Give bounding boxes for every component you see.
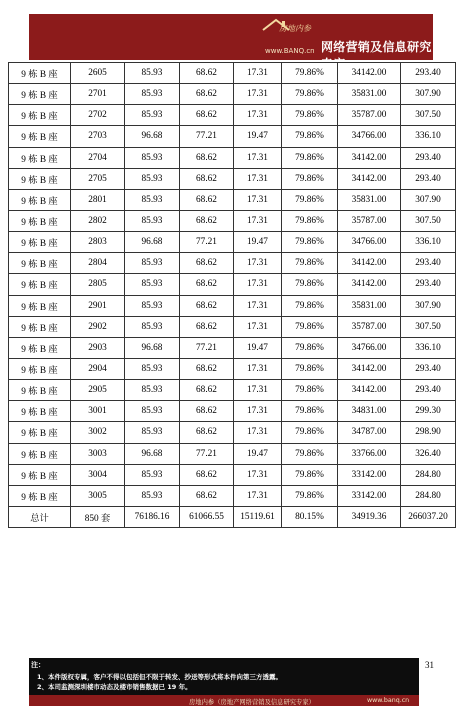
cell-inner-area: 68.62 [180, 168, 234, 189]
cell-total-price: 293.40 [401, 274, 456, 295]
cell-unit: 3004 [71, 464, 125, 485]
cell-total-price: 307.50 [401, 316, 456, 337]
cell-unit: 2705 [71, 168, 125, 189]
table-row [9, 464, 456, 485]
cell-total-price: 336.10 [401, 337, 456, 358]
total-unit: 850 套 [71, 506, 125, 527]
cell-total-price: 307.50 [401, 210, 456, 231]
note-title: 注： [31, 661, 45, 669]
cell-inner-area: 68.62 [180, 316, 234, 337]
cell-ratio: 79.86% [282, 84, 338, 105]
table-row [9, 485, 456, 506]
cell-unit: 2803 [71, 232, 125, 253]
cell-unit-price: 34766.00 [338, 232, 401, 253]
cell-inner-area: 68.62 [180, 401, 234, 422]
table-body [9, 63, 456, 528]
note-line-1: 1、本件版权专属，客户不得以包括但不限于转发、抄送等形式将本件向第三方透露。 [37, 673, 283, 681]
cell-ratio: 79.86% [282, 422, 338, 443]
cell-inner-area: 68.62 [180, 84, 234, 105]
cell-building: 9 栋 B 座 [9, 84, 71, 105]
cell-shared-area: 17.31 [234, 189, 282, 210]
cell-ratio: 79.86% [282, 210, 338, 231]
cell-building: 9 栋 B 座 [9, 147, 71, 168]
cell-unit-price: 34766.00 [338, 337, 401, 358]
brand-title: 网络营销及信息研究专家 [321, 40, 432, 71]
cell-unit: 2703 [71, 126, 125, 147]
cell-building: 9 栋 B 座 [9, 464, 71, 485]
cell-building: 9 栋 B 座 [9, 105, 71, 126]
cell-total-price: 293.40 [401, 358, 456, 379]
table-row [9, 401, 456, 422]
cell-unit: 2905 [71, 380, 125, 401]
cell-shared-area: 17.31 [234, 63, 282, 84]
cell-building: 9 栋 B 座 [9, 189, 71, 210]
cell-unit-price: 35787.00 [338, 210, 401, 231]
total-unit-price: 34919.36 [338, 506, 401, 527]
header-banner [29, 14, 433, 71]
cell-shared-area: 19.47 [234, 126, 282, 147]
cell-inner-area: 68.62 [180, 189, 234, 210]
cell-ratio: 79.86% [282, 337, 338, 358]
cell-total-price: 293.40 [401, 380, 456, 401]
cell-inner-area: 68.62 [180, 380, 234, 401]
cell-ratio: 79.86% [282, 63, 338, 84]
table-row [9, 380, 456, 401]
cell-inner-area: 68.62 [180, 485, 234, 506]
cell-unit-price: 35831.00 [338, 295, 401, 316]
cell-ratio: 79.86% [282, 274, 338, 295]
cell-total-price: 293.40 [401, 63, 456, 84]
cell-ratio: 79.86% [282, 316, 338, 337]
cell-building: 9 栋 B 座 [9, 210, 71, 231]
cell-total-price: 336.10 [401, 126, 456, 147]
total-build-area: 76186.16 [125, 506, 180, 527]
cell-unit-price: 33142.00 [338, 464, 401, 485]
cell-shared-area: 17.31 [234, 274, 282, 295]
cell-unit-price: 33766.00 [338, 443, 401, 464]
cell-shared-area: 17.31 [234, 358, 282, 379]
cell-unit-price: 34142.00 [338, 147, 401, 168]
cell-building: 9 栋 B 座 [9, 485, 71, 506]
cell-shared-area: 17.31 [234, 316, 282, 337]
cell-shared-area: 19.47 [234, 232, 282, 253]
table-row [9, 84, 456, 105]
cell-unit-price: 35831.00 [338, 189, 401, 210]
cell-unit-price: 34142.00 [338, 168, 401, 189]
cell-building: 9 栋 B 座 [9, 295, 71, 316]
cell-unit-price: 34142.00 [338, 380, 401, 401]
cell-unit-price: 34142.00 [338, 253, 401, 274]
cell-building: 9 栋 B 座 [9, 274, 71, 295]
table-row [9, 126, 456, 147]
cell-build-area: 96.68 [125, 126, 180, 147]
cell-build-area: 85.93 [125, 274, 180, 295]
cell-building: 9 栋 B 座 [9, 126, 71, 147]
note-line-2: 2、本司监测深圳楼市动态及楼市销售数据已 19 年。 [37, 683, 192, 691]
cell-total-price: 326.40 [401, 443, 456, 464]
cell-unit: 2901 [71, 295, 125, 316]
cell-shared-area: 17.31 [234, 295, 282, 316]
cell-ratio: 79.86% [282, 189, 338, 210]
cell-building: 9 栋 B 座 [9, 380, 71, 401]
cell-ratio: 79.86% [282, 358, 338, 379]
cell-shared-area: 17.31 [234, 422, 282, 443]
cell-building: 9 栋 B 座 [9, 401, 71, 422]
cell-inner-area: 68.62 [180, 210, 234, 231]
cell-building: 9 栋 B 座 [9, 316, 71, 337]
cell-inner-area: 68.62 [180, 295, 234, 316]
cell-inner-area: 77.21 [180, 232, 234, 253]
cell-unit-price: 35787.00 [338, 105, 401, 126]
cell-build-area: 96.68 [125, 232, 180, 253]
total-ratio: 80.15% [282, 506, 338, 527]
cell-shared-area: 19.47 [234, 337, 282, 358]
cell-unit: 2904 [71, 358, 125, 379]
cell-build-area: 96.68 [125, 443, 180, 464]
cell-shared-area: 17.31 [234, 105, 282, 126]
table-row [9, 253, 456, 274]
brand-url: www.BANQ.cn [265, 47, 315, 55]
cell-building: 9 栋 B 座 [9, 422, 71, 443]
cell-total-price: 307.50 [401, 105, 456, 126]
table-row [9, 147, 456, 168]
cell-shared-area: 17.31 [234, 401, 282, 422]
cell-inner-area: 68.62 [180, 422, 234, 443]
cell-build-area: 85.93 [125, 358, 180, 379]
cell-unit: 2805 [71, 274, 125, 295]
cell-total-price: 284.80 [401, 464, 456, 485]
sales-table [8, 62, 456, 528]
cell-build-area: 85.93 [125, 295, 180, 316]
cell-unit: 2801 [71, 189, 125, 210]
cell-build-area: 85.93 [125, 316, 180, 337]
table-row [9, 210, 456, 231]
total-building: 总计 [9, 506, 71, 527]
cell-unit: 2804 [71, 253, 125, 274]
cell-shared-area: 17.31 [234, 168, 282, 189]
cell-shared-area: 17.31 [234, 210, 282, 231]
cell-unit-price: 34142.00 [338, 358, 401, 379]
cell-build-area: 85.93 [125, 147, 180, 168]
table-row [9, 274, 456, 295]
cell-total-price: 293.40 [401, 253, 456, 274]
cell-ratio: 79.86% [282, 253, 338, 274]
cell-unit-price: 34142.00 [338, 274, 401, 295]
cell-unit-price: 35831.00 [338, 84, 401, 105]
cell-shared-area: 17.31 [234, 84, 282, 105]
cell-total-price: 293.40 [401, 168, 456, 189]
cell-inner-area: 68.62 [180, 253, 234, 274]
cell-building: 9 栋 B 座 [9, 253, 71, 274]
cell-unit: 2902 [71, 316, 125, 337]
cell-shared-area: 17.31 [234, 380, 282, 401]
cell-total-price: 307.90 [401, 189, 456, 210]
cell-shared-area: 17.31 [234, 464, 282, 485]
cell-build-area: 85.93 [125, 253, 180, 274]
cell-building: 9 栋 B 座 [9, 443, 71, 464]
total-total-price: 266037.20 [401, 506, 456, 527]
cell-build-area: 85.93 [125, 422, 180, 443]
cell-build-area: 85.93 [125, 464, 180, 485]
cell-ratio: 79.86% [282, 485, 338, 506]
table-row [9, 443, 456, 464]
cell-build-area: 85.93 [125, 84, 180, 105]
total-shared-area: 15119.61 [234, 506, 282, 527]
cell-build-area: 85.93 [125, 485, 180, 506]
cell-ratio: 79.86% [282, 232, 338, 253]
cell-shared-area: 19.47 [234, 443, 282, 464]
cell-build-area: 85.93 [125, 189, 180, 210]
cell-unit: 2704 [71, 147, 125, 168]
cell-total-price: 307.90 [401, 295, 456, 316]
cell-unit-price: 34766.00 [338, 126, 401, 147]
cell-inner-area: 68.62 [180, 274, 234, 295]
cell-build-area: 85.93 [125, 210, 180, 231]
cell-unit: 3002 [71, 422, 125, 443]
footer-brand-bar [29, 695, 419, 706]
cell-shared-area: 17.31 [234, 253, 282, 274]
cell-unit: 2802 [71, 210, 125, 231]
cell-building: 9 栋 B 座 [9, 337, 71, 358]
cell-inner-area: 77.21 [180, 126, 234, 147]
table-row [9, 232, 456, 253]
table-row [9, 316, 456, 337]
cell-ratio: 79.86% [282, 168, 338, 189]
cell-ratio: 79.86% [282, 147, 338, 168]
cell-shared-area: 17.31 [234, 485, 282, 506]
cell-unit: 2702 [71, 105, 125, 126]
table-row [9, 295, 456, 316]
table-row [9, 358, 456, 379]
footer [29, 658, 419, 706]
cell-building: 9 栋 B 座 [9, 358, 71, 379]
table-row [9, 337, 456, 358]
cell-shared-area: 17.31 [234, 147, 282, 168]
cell-total-price: 336.10 [401, 232, 456, 253]
cell-total-price: 284.80 [401, 485, 456, 506]
cell-inner-area: 77.21 [180, 337, 234, 358]
cell-build-area: 85.93 [125, 401, 180, 422]
cell-build-area: 85.93 [125, 105, 180, 126]
page-number: 31 [425, 660, 434, 670]
cell-ratio: 79.86% [282, 401, 338, 422]
cell-ratio: 79.86% [282, 380, 338, 401]
cell-unit-price: 35787.00 [338, 316, 401, 337]
cell-ratio: 79.86% [282, 443, 338, 464]
cell-inner-area: 68.62 [180, 63, 234, 84]
total-inner-area: 61066.55 [180, 506, 234, 527]
cell-inner-area: 68.62 [180, 464, 234, 485]
cell-inner-area: 77.21 [180, 443, 234, 464]
cell-inner-area: 68.62 [180, 358, 234, 379]
cell-building: 9 栋 B 座 [9, 63, 71, 84]
cell-inner-area: 68.62 [180, 147, 234, 168]
cell-building: 9 栋 B 座 [9, 168, 71, 189]
cell-build-area: 96.68 [125, 337, 180, 358]
cell-unit: 2605 [71, 63, 125, 84]
cell-total-price: 293.40 [401, 147, 456, 168]
table-row [9, 63, 456, 84]
cell-total-price: 307.90 [401, 84, 456, 105]
brand-small-text: 房地内参 [279, 24, 311, 33]
cell-unit-price: 34142.00 [338, 63, 401, 84]
cell-total-price: 299.30 [401, 401, 456, 422]
cell-ratio: 79.86% [282, 105, 338, 126]
cell-unit: 3003 [71, 443, 125, 464]
footer-brand-url: www.banq.cn [367, 697, 410, 704]
cell-unit-price: 33142.00 [338, 485, 401, 506]
footer-brand-text: 房地内参（房地产网络营销及信息研究专家） [189, 699, 315, 706]
cell-unit: 2701 [71, 84, 125, 105]
cell-unit-price: 34831.00 [338, 401, 401, 422]
cell-unit: 3001 [71, 401, 125, 422]
cell-total-price: 298.90 [401, 422, 456, 443]
cell-unit: 3005 [71, 485, 125, 506]
cell-building: 9 栋 B 座 [9, 232, 71, 253]
cell-build-area: 85.93 [125, 63, 180, 84]
table-row [9, 189, 456, 210]
cell-ratio: 79.86% [282, 464, 338, 485]
total-row [9, 506, 456, 527]
table-row [9, 105, 456, 126]
cell-inner-area: 68.62 [180, 105, 234, 126]
table-row [9, 422, 456, 443]
cell-build-area: 85.93 [125, 168, 180, 189]
cell-build-area: 85.93 [125, 380, 180, 401]
table-row [9, 168, 456, 189]
cell-unit-price: 34787.00 [338, 422, 401, 443]
cell-ratio: 79.86% [282, 295, 338, 316]
cell-unit: 2903 [71, 337, 125, 358]
cell-ratio: 79.86% [282, 126, 338, 147]
